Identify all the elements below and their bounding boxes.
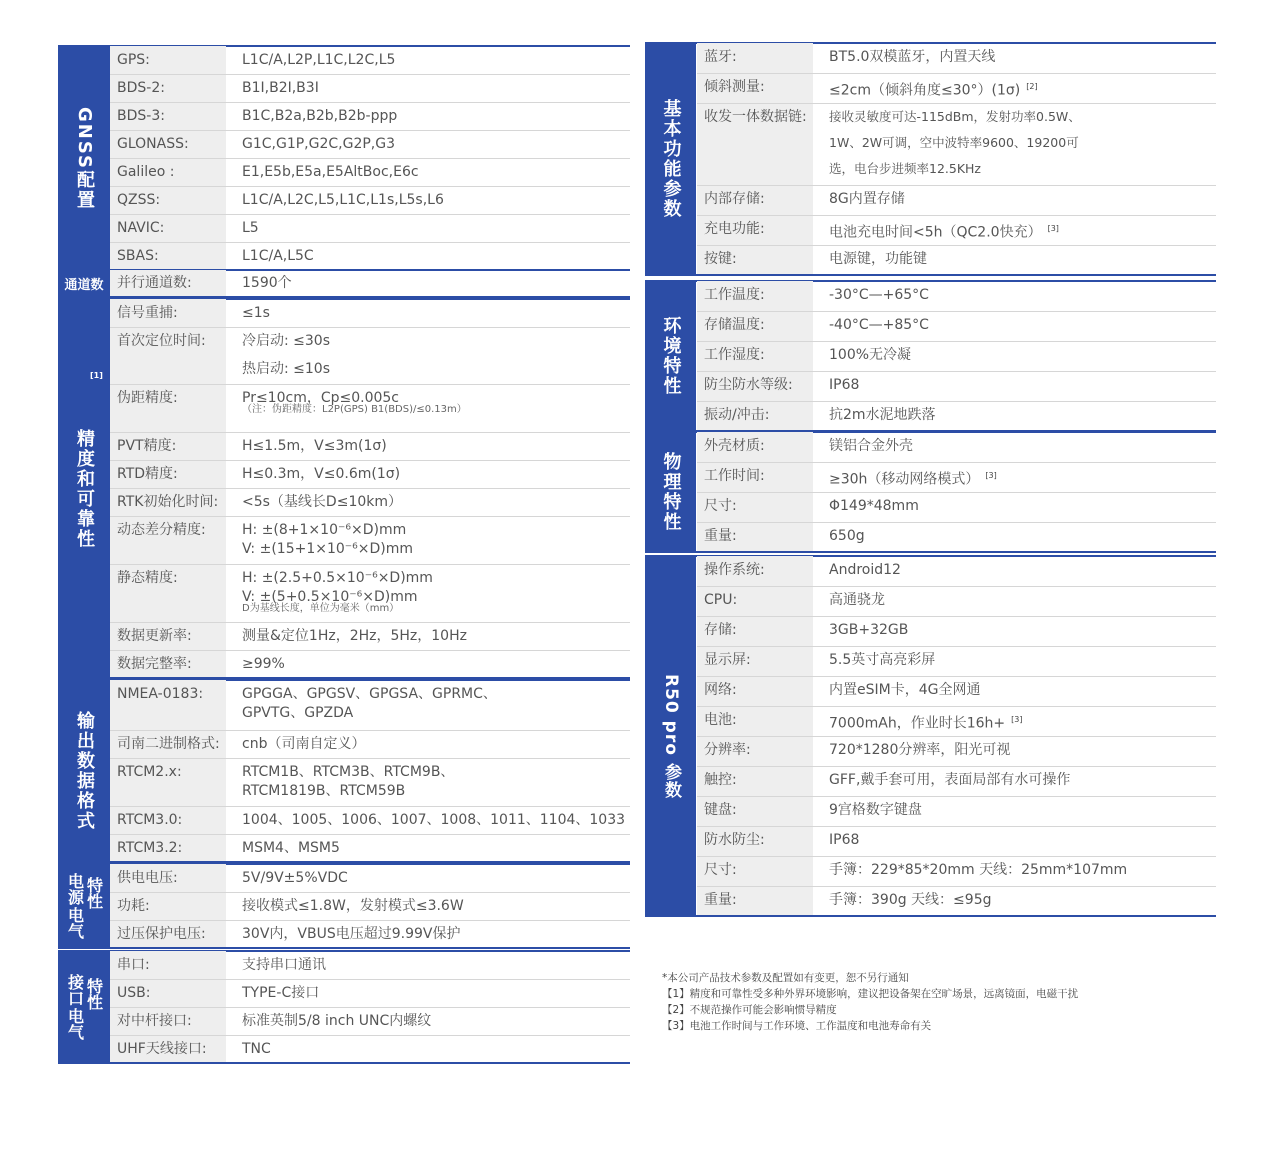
spec-label: 操作系统:	[704, 562, 765, 578]
spec-value-text: Pr≤10cm，Cp≤0.005c	[242, 390, 400, 406]
category-title: 环境特性	[660, 316, 682, 396]
spec-value-text-2: 1W、2W可调，空中波特率9600、19200可	[829, 135, 1079, 150]
spec-label: 触控:	[704, 772, 737, 788]
category-title: 基本功能参数	[660, 99, 682, 219]
footnote-ref: [3]	[1047, 224, 1059, 233]
category-col-2: 特性	[84, 877, 104, 909]
spec-value	[829, 586, 885, 614]
spec-value-text: B1I,B2I,B3I	[242, 80, 319, 96]
spec-label: 工作温度:	[704, 287, 765, 303]
spec-value-text: 1004、1005、1006、1007、1008、1011、1104、1033	[242, 812, 626, 828]
spec-value-text: B1C,B2a,B2b,B2b-ppp	[242, 108, 398, 124]
section-category-interface	[58, 951, 110, 1063]
spec-value	[829, 646, 935, 674]
spec-value-text: H: ±(2.5+0.5×10⁻⁶×D)mm	[242, 570, 433, 586]
spec-label: QZSS:	[117, 192, 161, 208]
spec-value	[829, 281, 929, 309]
spec-label: 按键:	[704, 251, 737, 267]
category-title	[67, 873, 102, 939]
spec-value-text: H≤0.3m，V≤0.6m(1σ)	[242, 466, 401, 482]
spec-value	[242, 488, 402, 516]
spec-value-text: G1C,G1P,G2C,G2P,G3	[242, 136, 396, 152]
spec-label: 显示屏:	[704, 652, 751, 668]
spec-value	[829, 245, 927, 273]
spec-value	[242, 1035, 271, 1063]
spec-value	[829, 556, 901, 584]
spec-value	[242, 763, 454, 801]
spec-label: 电池:	[704, 712, 737, 728]
spec-value-text: 9宫格数字键盘	[829, 802, 922, 818]
spec-value	[242, 130, 395, 158]
spec-label: 数据更新率:	[117, 628, 192, 644]
section-category-gnss	[58, 46, 110, 270]
spec-value-text: L1C/A,L2P,L1C,L2C,L5	[242, 52, 396, 68]
spec-value-text: RTCM1B、RTCM3B、RTCM9B、	[242, 764, 455, 780]
spec-label: 工作时间:	[704, 468, 765, 484]
spec-label: 重量:	[704, 892, 737, 908]
section-category-channels	[58, 270, 110, 297]
spec-value	[829, 43, 995, 71]
spec-value	[829, 616, 908, 644]
spec-value-text: TYPE-C接口	[242, 985, 320, 1001]
spec-value-text: 手簿：229*85*20mm 天线：25mm*107mm	[829, 862, 1128, 878]
footnote-ref: [3]	[985, 471, 997, 480]
spec-value-text: 8G内置存储	[829, 191, 905, 207]
spec-label: 司南二进制格式:	[117, 736, 220, 752]
spec-value-text: 高通骁龙	[829, 592, 885, 608]
spec-value	[829, 676, 980, 704]
spec-label: 外壳材质:	[704, 438, 765, 454]
spec-value-text: MSM4、MSM5	[242, 840, 340, 856]
spec-value	[242, 892, 464, 920]
section-bottom-rule	[645, 274, 1216, 276]
spec-label: 过压保护电压:	[117, 926, 206, 942]
spec-value-text: 100%无冷凝	[829, 347, 912, 363]
spec-value-text: L5	[242, 220, 259, 236]
spec-value	[242, 864, 348, 892]
spec-label: 振动/冲击:	[704, 407, 770, 423]
spec-value-text: 电池充电时间<5h（QC2.0快充）	[829, 224, 1042, 241]
spec-value-text: 测量&定位1Hz，2Hz，5Hz，10Hz	[242, 628, 467, 644]
spec-label: 内部存储:	[704, 191, 765, 207]
spec-value	[829, 185, 905, 213]
section-category-physical	[645, 432, 696, 552]
spec-label: CPU:	[704, 592, 738, 608]
spec-value	[829, 796, 922, 824]
spec-label: 首次定位时间:	[117, 333, 206, 349]
spec-value	[242, 806, 625, 834]
spec-value	[242, 685, 497, 723]
spec-value-text: IP68	[829, 832, 860, 848]
spec-label	[110, 355, 226, 383]
spec-value-text: 5V/9V±5%VDC	[242, 870, 348, 886]
spec-value-text: GPGGA、GPGSV、GPGSA、GPRMC、	[242, 686, 497, 702]
spec-value-note: （注：伪距精度：L2P(GPS) B1(BDS)/≤0.13m）	[242, 404, 467, 415]
spec-value-text: -40°C—+85°C	[829, 317, 929, 333]
section-category-power	[58, 864, 110, 948]
footnote-line: *本公司产品技术参数及配置如有变更，恕不另行通知	[662, 972, 909, 984]
spec-label: BDS-2:	[117, 80, 165, 96]
spec-label: 工作湿度:	[704, 347, 765, 363]
category-title: GNSS配置	[74, 106, 95, 210]
spec-label: 存储温度:	[704, 317, 765, 333]
category-title: 输出数据格式	[74, 711, 95, 831]
spec-label: NAVIC:	[117, 220, 165, 236]
spec-label: 尺寸:	[704, 862, 737, 878]
spec-label: 并行通道数:	[110, 270, 226, 297]
spec-value-text: 720*1280分辨率，阳光可视	[829, 742, 1011, 758]
spec-label: 伪距精度:	[117, 390, 178, 406]
spec-value	[829, 73, 1038, 105]
category-col-1: 电源	[65, 873, 85, 905]
spec-value-text: 冷启动: ≤30s	[242, 333, 331, 349]
spec-label: RTCM2.x:	[117, 764, 182, 780]
footnote-line: 【1】精度和可靠性受多种外界环境影响，建议把设备架在空旷场景，远离镜面，电磁干扰	[662, 988, 1079, 1000]
spec-value-text: ≤2cm（倾斜角度≤30°）(1σ)	[829, 82, 1021, 99]
spec-label: 对中杆接口:	[117, 1013, 192, 1029]
spec-label: RTK初始化时间:	[117, 494, 219, 510]
footnote-ref: [2]	[1026, 82, 1038, 91]
spec-value	[242, 327, 330, 355]
spec-value-text: -30°C—+65°C	[829, 287, 929, 303]
spec-value	[242, 158, 419, 186]
spec-label: 静态精度:	[117, 570, 178, 586]
spec-label: NMEA-0183:	[117, 686, 204, 702]
spec-value	[829, 492, 919, 520]
spec-label: RTCM3.2:	[117, 840, 183, 856]
spec-value	[242, 622, 467, 650]
section-bottom-rule	[645, 551, 1216, 553]
section-bottom-rule	[58, 947, 630, 949]
spec-label: 串口:	[117, 957, 150, 973]
spec-value	[829, 826, 859, 854]
spec-value	[242, 102, 397, 130]
spec-value	[829, 856, 1127, 884]
section-category-accuracy	[58, 299, 110, 678]
spec-value-note: D为基线长度，单位为毫米（mm）	[242, 603, 400, 614]
spec-value-text: H: ±(8+1×10⁻⁶×D)mm	[242, 522, 407, 538]
category-col-2: 特性	[84, 978, 104, 1010]
footnote-line: 【3】电池工作时间与工作环境、工作温度和电池寿命有关	[662, 1020, 932, 1032]
spec-value	[242, 74, 319, 102]
spec-value	[242, 521, 413, 559]
spec-label: 倾斜测量:	[704, 79, 765, 95]
spec-label: 充电功能:	[704, 221, 765, 237]
spec-value-text-2: GPVTG、GPZDA	[242, 705, 354, 721]
spec-value	[829, 371, 859, 399]
spec-value	[829, 401, 936, 429]
spec-label: 分辨率:	[704, 742, 751, 758]
spec-value-text: BT5.0双模蓝牙，内置天线	[829, 49, 996, 65]
spec-value	[829, 736, 1010, 764]
section-category-environment	[645, 281, 696, 431]
spec-label: 数据完整率:	[117, 656, 192, 672]
spec-label: BDS-3:	[117, 108, 165, 124]
spec-value-text-2: V: ±(5+0.5×10⁻⁶×D)mm	[242, 589, 418, 605]
spec-value	[242, 920, 460, 948]
category-col-3: 电气	[65, 1008, 85, 1040]
spec-value	[242, 186, 444, 214]
spec-value-text: L1C/A,L5C	[242, 248, 314, 264]
category-title: 物理特性	[660, 452, 682, 532]
section-category-output	[58, 680, 110, 862]
spec-value	[242, 46, 395, 74]
spec-label: 功耗:	[117, 898, 150, 914]
spec-value-text: 支持串口通讯	[242, 957, 326, 973]
spec-label: UHF天线接口:	[117, 1041, 207, 1057]
spec-value	[242, 432, 387, 460]
spec-value	[829, 462, 997, 494]
spec-value-text: cnb（司南自定义）	[242, 736, 366, 752]
spec-value-text: ≤1s	[242, 305, 270, 321]
spec-value	[829, 886, 992, 914]
footnote-ref: [1]	[90, 371, 103, 380]
spec-value-text: 手簿：390g 天线：≤95g	[829, 892, 992, 908]
spec-label: USB:	[117, 985, 151, 1001]
spec-value	[242, 650, 285, 678]
spec-label: RTD精度:	[117, 466, 178, 482]
spec-value-text: 3GB+32GB	[829, 622, 909, 638]
spec-label: SBAS:	[117, 248, 159, 264]
spec-value-text: Android12	[829, 562, 901, 578]
spec-label: RTCM3.0:	[117, 812, 183, 828]
spec-value-text: 5.5英寸高亮彩屏	[829, 652, 936, 668]
category-title: 通道数	[64, 278, 104, 293]
spec-value-text: 30V内，VBUS电压超过9.99V保护	[242, 926, 461, 942]
spec-value-text: IP68	[829, 377, 860, 393]
spec-value-text: 抗2m水泥地跌落	[829, 407, 936, 423]
spec-value-text: L1C/A,L2C,L5,L1C,L1s,L5s,L6	[242, 192, 444, 208]
category-col	[67, 974, 83, 1040]
spec-label: 重量:	[704, 528, 737, 544]
spec-label: PVT精度:	[117, 438, 177, 454]
spec-label: 动态差分精度:	[117, 522, 206, 538]
spec-value-text: 镁铝合金外壳	[829, 438, 913, 454]
spec-value	[242, 730, 365, 758]
spec-value	[242, 1007, 431, 1035]
spec-value-text-2: V: ±(15+1×10⁻⁶×D)mm	[242, 541, 414, 557]
footnote-ref: [3]	[1011, 715, 1023, 724]
spec-label: 存储:	[704, 622, 737, 638]
spec-label: 尺寸:	[704, 498, 737, 514]
spec-value	[242, 299, 270, 327]
spec-value-text: TNC	[242, 1041, 271, 1057]
spec-label: GPS:	[117, 52, 150, 68]
spec-value	[242, 951, 326, 979]
spec-value-text: 接收灵敏度可达-115dBm，发射功率0.5W、	[829, 109, 1081, 124]
spec-value-text: <5s（基线长D≤10km）	[242, 494, 403, 510]
spec-value-text: 接收模式≤1.8W，发射模式≤3.6W	[242, 898, 464, 914]
spec-value	[242, 214, 259, 242]
spec-label: 供电电压:	[117, 870, 178, 886]
spec-value	[829, 522, 865, 550]
category-col-1: 接口	[65, 974, 85, 1006]
spec-value	[242, 355, 330, 383]
spec-value	[829, 104, 1081, 182]
spec-label: Galileo :	[117, 164, 175, 180]
spec-value-text: GFF,戴手套可用，表面局部有水可操作	[829, 772, 1071, 788]
spec-value	[242, 979, 319, 1007]
spec-value-text: ≥99%	[242, 656, 285, 672]
spec-value	[829, 341, 911, 369]
spec-value-text: 650g	[829, 528, 865, 544]
spec-label: 信号重捕:	[117, 305, 178, 321]
spec-value-text: E1,E5b,E5a,E5AltBoc,E6c	[242, 164, 419, 180]
spec-value-text: 内置eSIM卡，4G全网通	[829, 682, 981, 698]
spec-label: 键盘:	[704, 802, 737, 818]
spec-label: 收发一体数据链:	[704, 109, 807, 125]
spec-value	[829, 432, 913, 460]
spec-value-text: H≤1.5m，V≤3m(1σ)	[242, 438, 387, 454]
spec-value	[829, 766, 1070, 794]
spec-value-text-2: RTCM1819B、RTCM59B	[242, 783, 406, 799]
spec-value	[829, 311, 929, 339]
spec-value: 1590个	[242, 275, 292, 291]
spec-value-text-3: 选，电台步进频率12.5KHz	[829, 161, 981, 176]
spec-value-text: 标准英制5/8 inch UNC内螺纹	[242, 1013, 432, 1029]
spec-value	[242, 834, 340, 862]
spec-label: GLONASS:	[117, 136, 189, 152]
spec-value-text: ≥30h（移动网络模式）	[829, 471, 980, 488]
spec-label: 网络:	[704, 682, 737, 698]
spec-label: 防水防尘:	[704, 832, 765, 848]
category-title: R50 pro 参数	[661, 673, 681, 799]
spec-value	[829, 706, 1022, 738]
spec-value	[242, 242, 314, 270]
spec-value	[242, 460, 400, 488]
spec-value-text: 电源键，功能键	[829, 251, 927, 267]
spec-value-text: Φ149*48mm	[829, 498, 919, 514]
section-bottom-rule	[645, 915, 1216, 917]
spec-value	[829, 215, 1059, 247]
section-bottom-rule	[58, 1062, 630, 1064]
section-category-controller	[645, 556, 696, 916]
footnote-line: 【2】不规范操作可能会影响惯导精度	[662, 1004, 837, 1016]
category-title	[67, 974, 102, 1040]
category-title: 精度和可靠性	[74, 428, 95, 549]
spec-label: 防尘防水等级:	[704, 377, 793, 393]
category-col	[67, 873, 83, 939]
section-category-basic	[645, 43, 696, 275]
category-col-3: 电气	[65, 907, 85, 939]
spec-value-text: 7000mAh，作业时长16h+	[829, 715, 1006, 732]
spec-value-text: 热启动: ≤10s	[242, 361, 331, 377]
spec-label: 蓝牙:	[704, 49, 737, 65]
